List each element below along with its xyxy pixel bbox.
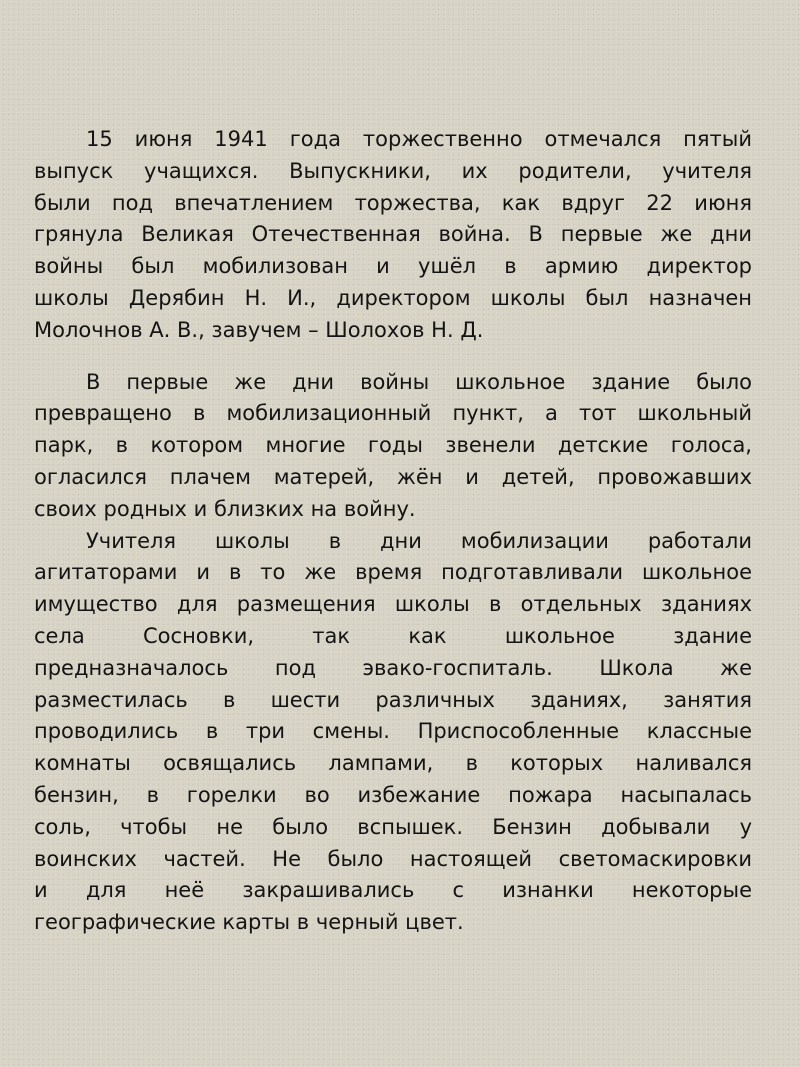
text-line: села Сосновки, так как школьное здание bbox=[34, 623, 752, 648]
text-line: школы Дерябин Н. И., директором школы был назначен bbox=[34, 285, 752, 310]
text-line: грянула Великая Отечественная война. В первые же дни bbox=[34, 222, 752, 247]
text-line: географические карты в черный цвет. bbox=[34, 910, 464, 935]
text-line: В первые же дни войны школьное здание было bbox=[86, 369, 752, 394]
paragraph-2 bbox=[34, 367, 752, 526]
text-line: своих родных и близких на войну. bbox=[34, 496, 416, 521]
text-line: выпуск учащихся. Выпускники, их родители, учителя bbox=[34, 158, 752, 183]
text-line: были под впечатлением торжества, как вдруг 22 июня bbox=[34, 190, 752, 215]
text-line: огласился плачем матерей, жён и детей, провожавших bbox=[34, 464, 752, 489]
text-line: имущество для размещения школы в отдельных зданиях bbox=[34, 592, 752, 617]
text-line: разместилась в шести различных зданиях, занятия bbox=[34, 687, 752, 712]
text-line: бензин, в горелки во избежание пожара насыпалась bbox=[34, 782, 752, 807]
text-line: воинских частей. Не было настоящей светомаскировки bbox=[34, 846, 752, 871]
text-line: комнаты освящались лампами, в которых наливался bbox=[34, 751, 752, 776]
text-line: парк, в котором многие годы звенели детские голоса, bbox=[34, 433, 752, 458]
paragraph-1 bbox=[34, 124, 752, 347]
text-line: проводились в три смены. Приспособленные классные bbox=[34, 719, 752, 744]
text-line: превращено в мобилизационный пункт, а тот школьный bbox=[34, 401, 752, 426]
document-text bbox=[34, 124, 752, 939]
text-line: агитаторами и в то же время подготавливали школьное bbox=[34, 560, 752, 585]
paragraph-3 bbox=[34, 526, 752, 939]
text-line: 15 июня 1941 года торжественно отмечался пятый bbox=[86, 127, 752, 151]
text-line: и для неё закрашивались с изнанки некоторые bbox=[34, 878, 752, 903]
text-line: Учителя школы в дни мобилизации работали bbox=[86, 528, 752, 553]
text-line: войны был мобилизован и ушёл в армию директор bbox=[34, 254, 752, 279]
text-line: соль, чтобы не было вспышек. Бензин добывали у bbox=[34, 814, 752, 839]
paragraph-spacer bbox=[34, 347, 752, 367]
text-line: предназначалось под эвако-госпиталь. Школа же bbox=[34, 655, 752, 680]
text-line: Молочнов А. В., завучем – Шолохов Н. Д. bbox=[34, 317, 484, 342]
